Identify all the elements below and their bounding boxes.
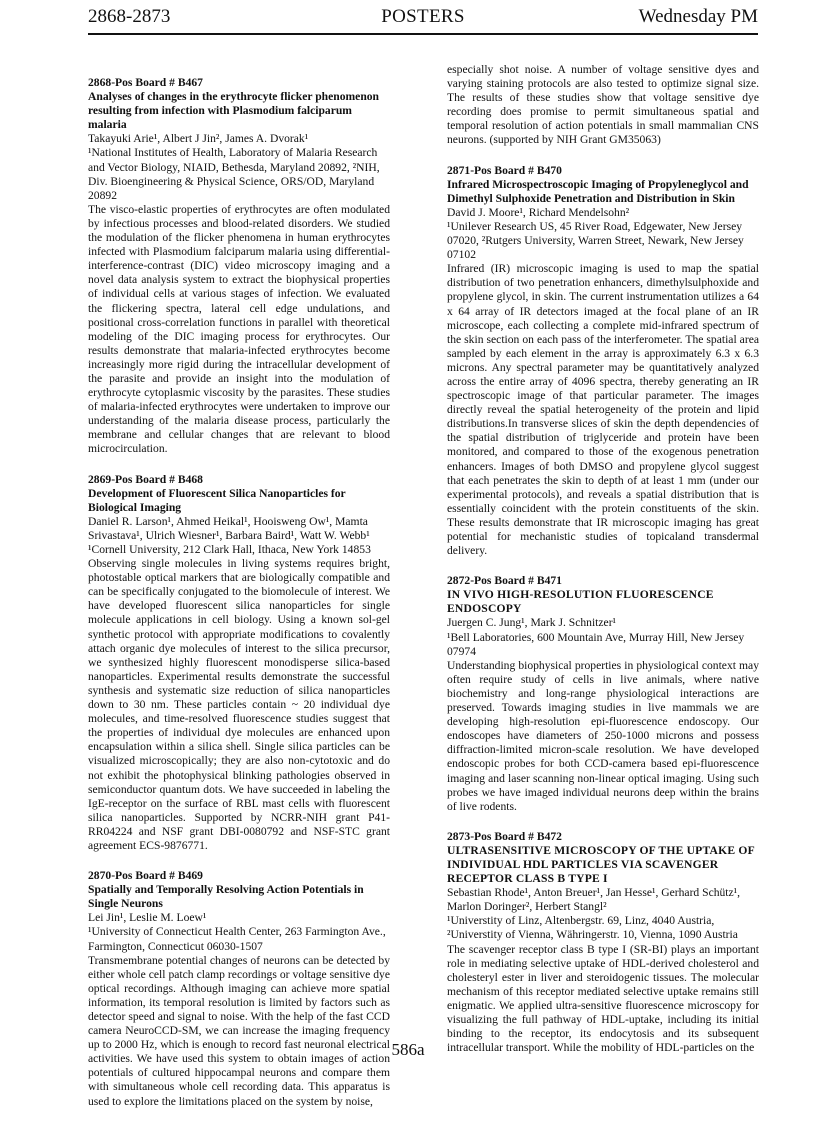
abstract-title: IN VIVO HIGH-RESOLUTION FLUORESCENCE ENDOSCOPY — [447, 588, 714, 616]
abstract-2871 — [447, 164, 759, 559]
abstract-affiliation: ¹National Institutes of Health, Laboratory of Malaria Research and Vector Biology, NIAID, Bethesda, Maryland 20892, ²NIH, Div. Bioengineering & Physical Science, ORS/OD, Maryland 20892 — [88, 146, 380, 202]
abstract-body: Observing single molecules in living systems requires bright, photostable optical markers that are biologically compatible and can be specifically conjugated to the biomolecule of interest. We have developed fluorescent silica nanoparticles for single molecule applications in cell biology. Using a known sol-gel synthetic protocol with appropriate modifications to covalently attach organic dye molecules of interest to the silica precursor, we synthesized highly fluorescent monodisperse silica-based nanoparticles. Experimental results demonstrate the successful synthesis and systematic size reduction of silica nanoparticles down to 30 nm. These particles contain ~ 20 individual dye molecules, and time-resolved fluorescence studies suggest that the properties of individual dye molecules are enhanced upon encapsulation within a silica shell. Single silica particles can be visualized microscopically; they are also non-cytotoxic and do not exhibit the photophysical blinking pathologies observed in semiconductor quantum dots. We have succeeded in labeling the IgE-receptor on the surface of RBL mast cells with fluorescent silica nanoparticles. Supported by NCRR-NIH grant P41-RR04224 and NSF grant DBI-0080792 and NSF-STC grant agreement ECS-9876771. — [88, 557, 390, 852]
abstract-affiliation: ¹Universtity of Linz, Altenbergstr. 69, Linz, 4040 Austria, ²Universtity of Vienna, Währingerstr. 10, Vienna, 1090 Austria — [447, 914, 738, 942]
abstract-body: The visco-elastic properties of erythrocytes are often modulated by infectious processes and blood-related disorders. We studied the modulation of the flicker phenomena in human erythrocytes infected with Plasmodium falciparum malaria using differential-interference-contrast (DIC) video microscopy imaging and a novel data analysis system to extract the biophysical properties of individual cells at various stages of infection. We evaluated the flickering spectra, lateral cell edge undulations, and positional cross-correlation functions in parallel with theoretical modeling of the DIC imaging process for erythrocytes. Our results demonstrate that malaria-infected erythrocytes become increasingly more rigid during the intracellular development of the parasite and provide an insight into the modulation of erythrocyte cytoplasmic viscosity by the parasites. These studies of malaria-infected erythrocytes were undertaken to improve our understanding of the malaria disease process, particularly the membrane and cellular changes that are relevant to blood microcirculation. — [88, 202, 390, 456]
abstract-affiliation: ¹Cornell University, 212 Clark Hall, Ithaca, New York 14853 — [88, 543, 371, 556]
abstract-id: 2869-Pos Board # B468 — [88, 472, 203, 486]
abstract-id: 2871-Pos Board # B470 — [447, 163, 562, 177]
abstract-2868 — [88, 76, 390, 457]
abstract-title: Spatially and Temporally Resolving Action Potentials in Single Neurons — [88, 883, 364, 911]
abstract-body-continuation: especially shot noise. A number of voltage sensitive dyes and varying staining protocols are also tested to optimize signal size. The results of these studies show that voltage sensitive dye recording does promise to permit simultaneous spatial and temporal resolution of action potentials in small mammalian CNS neurons. (supported by NIH Grant GM35063) — [447, 63, 759, 147]
page-header — [88, 4, 758, 34]
abstract-authors: David J. Moore¹, Richard Mendelsohn² — [447, 205, 630, 219]
abstract-body: Transmembrane potential changes of neurons can be detected by either whole cell patch clamp recordings or voltage sensitive dye optical recordings. Although imaging can achieve more spatial information, its temporal resolution is limited by factors such as detector speed and signal to noise. With the help of the fast CCD camera NeuroCCD-SM, we can increase the imaging frequency up to 2000 Hz, which is enough to record fast neuronal electrical activities. We have used this system to obtain images of action potentials of cultured hippocampal neurons and compare them with simultaneous whole cell recording data. This apparatus is used to explore the limitations placed on the system by noise, — [88, 953, 390, 1108]
abstract-affiliation: ¹University of Connecticut Health Center, 263 Farmington Ave., Farmington, Connecticut 06030-1507 — [88, 925, 386, 953]
abstract-affiliation: ¹Unilever Research US, 45 River Road, Edgewater, New Jersey 07020, ²Rutgers University, Warren Street, Newark, New Jersey 07102 — [447, 219, 744, 262]
page-number: 586a — [391, 1040, 425, 1059]
abstract-title: ULTRASENSITIVE MICROSCOPY OF THE UPTAKE OF INDIVIDUAL HDL PARTICLES VIA SCAVENGER RECEPTOR CLASS B TYPE I — [447, 843, 755, 886]
abstract-2870-continued — [447, 63, 759, 148]
abstract-body: The scavenger receptor class B type I (SR-BI) plays an important role in mediating selective uptake of HDL-derived cholesterol and cholesteryl ester in liver and steroidogenic tissues. The molecular mechanism of this receptor mediated selective uptake remains still enigmatic. We applied ultra-sensitive fluorescence microscopy for visualizing the full pathway of HDL-uptake, including its initial binding to the receptor, its endocytosis and its subsequent intracellular transport. While the mobility of HDL-particles on the — [447, 942, 759, 1055]
abstract-body: Infrared (IR) microscopic imaging is used to map the spatial distribution of two penetration enhancers, dimethylsulphoxide and propylene glycol, in skin. The current instrumentation utilizes a 64 x 64 array of IR detectors imaged at the focal plane of an IR microscope, each collecting a complete mid-infrared spectrum of the skin section on each pass of the interferometer. The spatial area sampled by each element in the array is approximately 6.3 x 6.3 microns. Any spectral parameter may be quantitatively analyzed across the entire array of 4096 spectra, thereby generating an IR spectroscopic image of that particular parameter. The images directly reveal the spatial heterogeneity of the protein and lipid distributions.In transverse slices of skin the depth dependencies of the spatial distribution of triglyceride and protein have been monitored, and compared to those of the exogenous penetration enhancers. Images of both DMSO and propylene glycol suggest that each penetrates the skin to depth of at least 1 mm (under our experimental protocols), and reveals a spatial distribution that is essentially coincident with the protein constituents of the skin. These results demonstrate that IR microscopic imaging has great potential for mechanistic studies of topicaland transdermal delivery. — [447, 262, 759, 558]
abstract-authors: Takayuki Arie¹, Albert J Jin², James A. Dvorak¹ — [88, 132, 309, 146]
abstract-authors: Juergen C. Jung¹, Mark J. Schnitzer¹ — [447, 616, 617, 630]
abstract-body: Understanding biophysical properties in physiological context may often require study of cells in live animals, where native biochemistry and long-range physiological interactions are preserved. Towards imaging studies in live mammals we are developing high-resolution epi-fluorescence endoscopy. Our endoscopes have diameters of 250-1000 microns and possess diffraction-limited micron-scale resolution. We have developed endoscopic probes for both CCD-camera based epi-fluorescence imaging and laser scanning non-linear optical imaging. Using such probes we have imaged individual neurons deep within the brains of live rodents. — [447, 658, 759, 813]
abstract-authors: Sebastian Rhode¹, Anton Breuer¹, Jan Hesse¹, Gerhard Schütz¹, Marlon Doringer², Herbert Stangl² — [447, 886, 741, 914]
left-column — [88, 76, 390, 1125]
abstract-authors: Daniel R. Larson¹, Ahmed Heikal¹, Hooisweng Ow¹, Mamta Srivastava¹, Ulrich Wiesner¹, Barbara Baird¹, Watt W. Webb¹ — [88, 514, 370, 542]
abstract-affiliation: ¹Bell Laboratories, 600 Mountain Ave, Murray Hill, New Jersey 07974 — [447, 630, 745, 658]
abstract-id: 2872-Pos Board # B471 — [447, 574, 562, 588]
abstract-2869 — [88, 473, 390, 854]
abstract-id: 2873-Pos Board # B472 — [447, 829, 562, 843]
abstract-title: Development of Fluorescent Silica Nanoparticles for Biological Imaging — [88, 486, 346, 514]
right-column — [447, 63, 759, 1071]
section-title: POSTERS — [381, 6, 465, 27]
abstract-title: Infrared Microspectroscopic Imaging of Propyleneglycol and Dimethyl Sulphoxide Penetration and Distribution in Skin — [447, 177, 749, 205]
abstract-title: Analyses of changes in the erythrocyte flicker phenomenon resulting from infection with Plasmodium falciparum malaria — [88, 90, 380, 132]
abstract-2872 — [447, 574, 759, 814]
abstract-id: 2868-Pos Board # B467 — [88, 76, 203, 89]
abstract-authors: Lei Jin¹, Leslie M. Loew¹ — [88, 911, 207, 925]
abstract-2873 — [447, 830, 759, 1056]
abstract-2870 — [88, 869, 390, 1109]
abstract-id: 2870-Pos Board # B469 — [88, 869, 203, 883]
header-rule — [88, 33, 758, 35]
session-day: Wednesday PM — [638, 6, 758, 27]
abstract-range: 2868-2873 — [88, 6, 171, 27]
